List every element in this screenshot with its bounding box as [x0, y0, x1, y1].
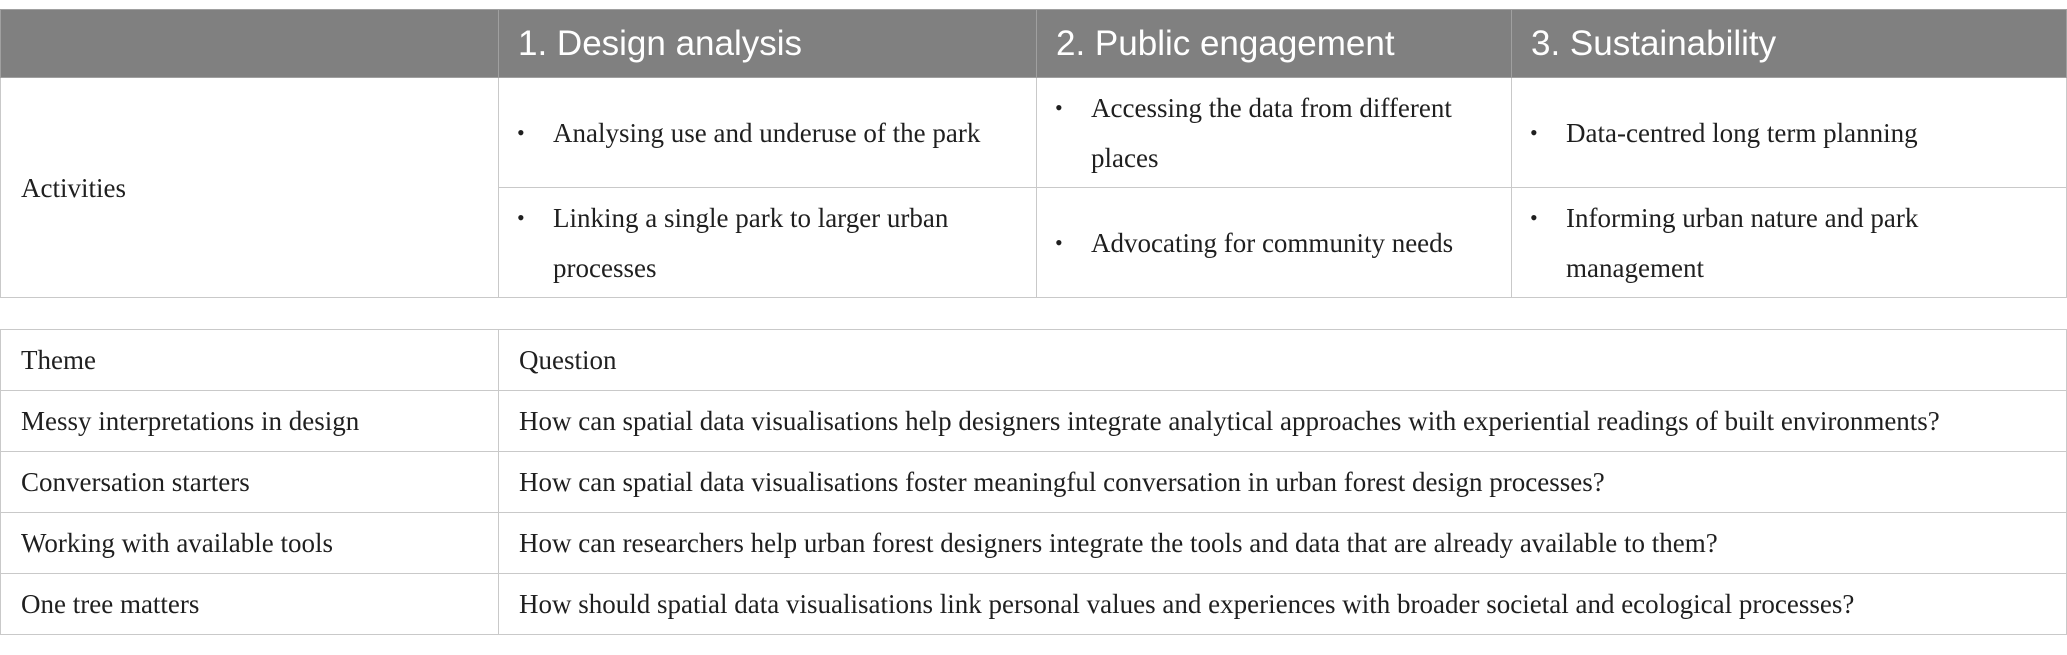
header-empty-cell	[1, 10, 499, 78]
activity-cell	[1037, 188, 1512, 298]
theme-cell: Conversation starters	[1, 452, 499, 513]
activities-row-1	[1, 78, 2067, 188]
bullet-dot: •	[1055, 229, 1063, 255]
questions-header-row	[1, 330, 2067, 391]
theme-cell: One tree matters	[1, 574, 499, 635]
activity-cell	[1037, 78, 1512, 188]
theme-cell: Working with available tools	[1, 513, 499, 574]
question-column-header: Question	[499, 330, 2067, 391]
bullet-dot: •	[1055, 94, 1063, 120]
activities-row-label: Activities	[1, 78, 499, 298]
activities-header-row	[1, 10, 2067, 78]
bullet-dot: •	[517, 204, 525, 230]
activity-cell	[499, 78, 1037, 188]
activity-text: Accessing the data from different places	[1091, 92, 1452, 173]
bullet-dot: •	[1530, 204, 1538, 230]
table-row	[1, 452, 2067, 513]
bullet-item	[1055, 83, 1499, 183]
activity-text: Informing urban nature and park management	[1566, 202, 1919, 283]
table-row	[1, 574, 2067, 635]
bullet-item	[1530, 193, 2054, 293]
activity-text: Analysing use and underuse of the park	[553, 117, 981, 148]
bullet-item	[1530, 108, 2054, 158]
table-row	[1, 391, 2067, 452]
bullet-dot: •	[517, 119, 525, 145]
bullet-item	[517, 193, 1024, 293]
activity-cell	[1512, 78, 2067, 188]
question-cell: How can spatial data visualisations foster meaningful conversation in urban forest design processes?	[499, 452, 2067, 513]
activity-text: Advocating for community needs	[1091, 227, 1454, 258]
header-public-engagement: 2. Public engagement	[1037, 10, 1512, 78]
bullet-item	[517, 108, 1024, 158]
activity-cell	[1512, 188, 2067, 298]
activity-text: Data-centred long term planning	[1566, 117, 1918, 148]
activities-table	[0, 9, 2067, 298]
question-cell: How can researchers help urban forest designers integrate the tools and data that are already available to them?	[499, 513, 2067, 574]
question-cell: How can spatial data visualisations help designers integrate analytical approaches with experiential readings of built environments?	[499, 391, 2067, 452]
question-cell: How should spatial data visualisations link personal values and experiences with broader societal and ecological processes?	[499, 574, 2067, 635]
activity-cell	[499, 188, 1037, 298]
bullet-dot: •	[1530, 119, 1538, 145]
table-row	[1, 513, 2067, 574]
theme-cell: Messy interpretations in design	[1, 391, 499, 452]
questions-table	[0, 329, 2067, 635]
theme-column-header: Theme	[1, 330, 499, 391]
bullet-item	[1055, 218, 1499, 268]
header-design-analysis: 1. Design analysis	[499, 10, 1037, 78]
activity-text: Linking a single park to larger urban processes	[553, 202, 949, 283]
header-sustainability: 3. Sustainability	[1512, 10, 2067, 78]
